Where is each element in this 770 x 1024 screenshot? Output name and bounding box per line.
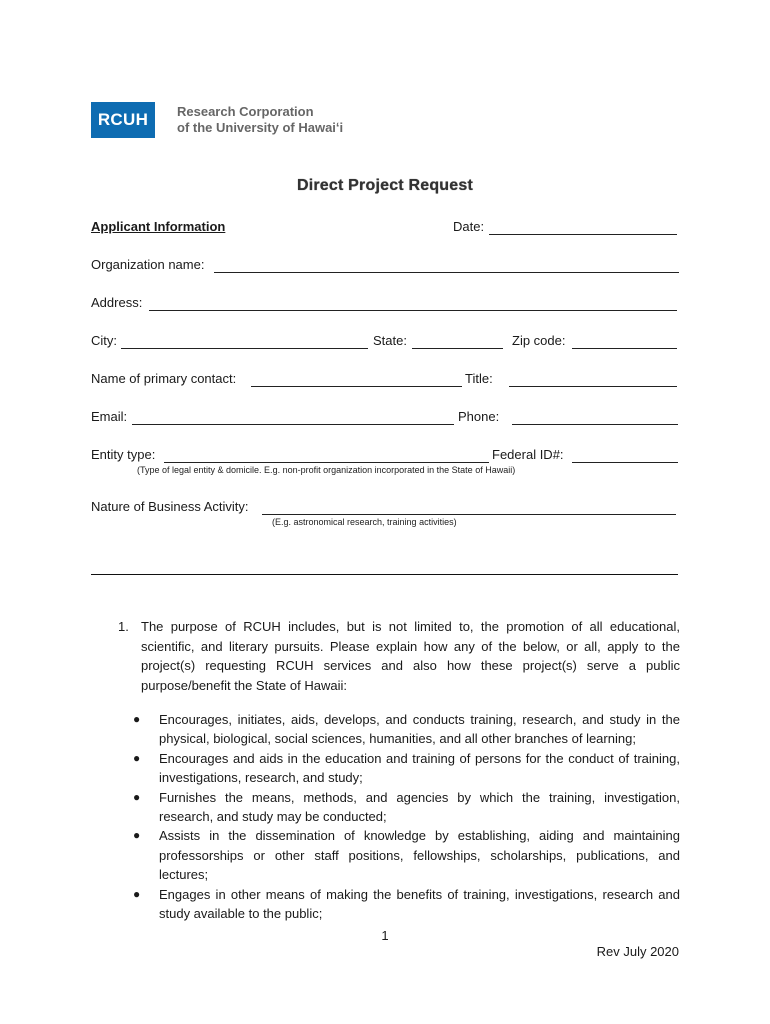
title-label: Title: bbox=[465, 371, 493, 386]
logo-wordmark bbox=[177, 104, 343, 136]
date-field[interactable] bbox=[489, 234, 677, 235]
logo-line-1: Research Corporation bbox=[177, 104, 314, 119]
applicant-info-row bbox=[91, 219, 679, 237]
zip-code-label: Zip code: bbox=[512, 333, 566, 348]
email-label: Email: bbox=[91, 409, 128, 424]
organization-name-label: Organization name: bbox=[91, 257, 205, 272]
logo-line-2: of the University of Hawaiʻi bbox=[177, 120, 344, 135]
purpose-bullet-list bbox=[130, 710, 680, 923]
phone-label: Phone: bbox=[458, 409, 500, 424]
entity-row bbox=[91, 447, 679, 465]
federal-id-label: Federal ID#: bbox=[492, 447, 564, 462]
bullet-icon: ● bbox=[133, 789, 141, 804]
logo-mark: RCUH bbox=[91, 102, 155, 138]
address-field[interactable] bbox=[149, 310, 677, 311]
nature-of-business-hint: (E.g. astronomical research, training activities) bbox=[272, 517, 457, 527]
rcuh-logo bbox=[91, 102, 343, 138]
organization-row bbox=[91, 257, 679, 275]
address-label: Address: bbox=[91, 295, 143, 310]
form-title: Direct Project Request bbox=[296, 177, 473, 194]
bullet-icon: ● bbox=[133, 886, 141, 901]
entity-type-field[interactable] bbox=[164, 462, 489, 463]
entity-type-hint: (Type of legal entity & domicile. E.g. non-profit organization incorporated in the State of Hawaii) bbox=[137, 465, 516, 475]
nature-of-business-label: Nature of Business Activity: bbox=[91, 499, 249, 514]
question-text: The purpose of RCUH includes, but is not limited to, the promotion of all educational, scientific, and literary pursuits. Please explain how any of the below, or all, apply to the project(s) requesting RCUH services and also how these project(s) serve a public purpose/benefit the State of Hawaii: bbox=[141, 619, 680, 693]
date-label: Date: bbox=[453, 219, 485, 234]
bullet-icon: ● bbox=[133, 828, 141, 843]
entity-type-label: Entity type: bbox=[91, 447, 156, 462]
zip-code-field[interactable] bbox=[572, 348, 677, 349]
email-field[interactable] bbox=[132, 424, 454, 425]
city-field[interactable] bbox=[121, 348, 368, 349]
city-label: City: bbox=[91, 333, 117, 348]
address-row bbox=[91, 295, 679, 313]
state-field[interactable] bbox=[412, 348, 503, 349]
phone-field[interactable] bbox=[512, 424, 678, 425]
list-item: ● Encourages and aids in the education and training of persons for the conduct of training, investigations, research, and study; bbox=[133, 750, 680, 786]
list-item: ● Assists in the dissemination of knowledge by establishing, aiding and maintaining professorships or other staff positions, fellowships, scholarships, publications, and lectures; bbox=[133, 828, 680, 883]
state-label: State: bbox=[373, 333, 407, 348]
page-number: 1 bbox=[381, 928, 389, 943]
primary-contact-field[interactable] bbox=[251, 386, 462, 387]
question-1 bbox=[118, 617, 680, 695]
city-state-zip-row bbox=[91, 333, 679, 351]
list-item: ● Furnishes the means, methods, and agencies by which the training, investigation, research, and study may be conducted; bbox=[133, 789, 680, 825]
bullet-icon: ● bbox=[133, 750, 141, 765]
title-field[interactable] bbox=[509, 386, 677, 387]
section-divider bbox=[91, 574, 678, 575]
list-item: ● Encourages, initiates, aids, develops, and conducts training, research, and study in the physical, biological, social sciences, humanities, and all other branches of learning; bbox=[133, 712, 680, 747]
bullet-icon: ● bbox=[133, 712, 141, 726]
contact-row bbox=[91, 371, 679, 389]
section-heading: Applicant Information bbox=[91, 219, 226, 234]
business-activity-row bbox=[91, 499, 679, 517]
federal-id-field[interactable] bbox=[572, 462, 678, 463]
list-item: ● Engages in other means of making the benefits of training, investigations, research and study available to the public; bbox=[133, 886, 680, 922]
question-number: 1. bbox=[118, 619, 129, 634]
revision-date: Rev July 2020 bbox=[596, 944, 679, 959]
primary-contact-label: Name of primary contact: bbox=[91, 371, 237, 386]
organization-name-field[interactable] bbox=[214, 272, 679, 273]
email-phone-row bbox=[91, 409, 679, 427]
nature-of-business-field[interactable] bbox=[262, 514, 676, 515]
